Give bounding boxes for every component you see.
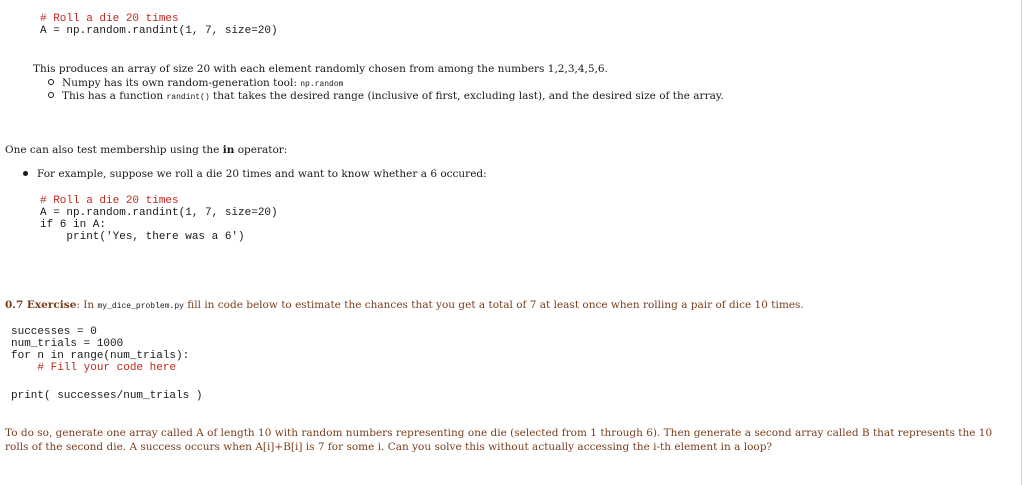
sub1-text: Numpy has its own random-generation tool: [62,77,301,89]
inline-code-np-random: np.random [300,80,344,89]
membership-bullet-text: For example, suppose we roll a die 20 times and want to know whether a 6 occured: [37,168,487,180]
code-line: successes = 0 [11,326,97,338]
code-indent [11,362,37,374]
membership-sentence [5,143,287,157]
membership-post: operator: [234,144,288,156]
code-line: A = np.random.randint(1, 7, size=20) [40,25,278,37]
exercise-label: 0.7 Exercise [5,299,77,311]
solid-bullet-icon [23,171,28,176]
code-comment: # Roll a die 20 times [40,195,179,207]
inline-code-randint: randint() [166,93,210,102]
intro-subbullet-2 [48,89,724,105]
in-keyword: in [222,144,235,156]
exercise-statement [5,298,804,314]
sub2-pre: This has a function [62,90,167,102]
exercise-post: fill in code below to estimate the chances that you get a total of 7 at least once when rolling a pair of dice 10 times. [183,299,804,311]
code-line-print [11,390,202,402]
sub2-post: that takes the desired range (inclusive of first, excluding last), and the desired size of the array. [209,90,724,102]
code-comment: # Roll a die 20 times [40,13,179,25]
code-line: print('Yes, there was a 6') [40,231,245,243]
code-block-membership [40,195,278,243]
exercise-pre: : In [76,299,98,311]
instructions-paragraph: To do so, generate one array called A of length 10 with random numbers representing one die (selected from 1 through 6). Then generate a second array called B that represents the 10 rolls of the second die. A success occurs when A[i]+B[i] is 7 for some i. Can you solve this without actually accessing the i-th element in a loop? [5,427,993,453]
code-block-exercise [11,326,189,374]
code-comment: # Fill your code here [37,362,177,374]
code-line: print( successes/num_trials ) [11,390,203,402]
code-line: if 6 in A: [40,219,107,231]
hollow-bullet-icon [48,92,54,98]
code-line: num_trials = 1000 [11,338,124,350]
code-line: A = np.random.randint(1, 7, size=20) [40,207,278,219]
code-line: for n in range(num_trials): [11,350,190,362]
intro-sentence: This produces an array of size 20 with each element randomly chosen from among the numbers 1,2,3,4,5,6. [33,63,608,75]
inline-code-filename: my_dice_problem.py [97,302,184,311]
membership-pre: One can also test membership using the [5,144,223,156]
membership-bullet [23,167,487,181]
code-block-roll-die [40,13,278,37]
hollow-bullet-icon [48,79,54,85]
